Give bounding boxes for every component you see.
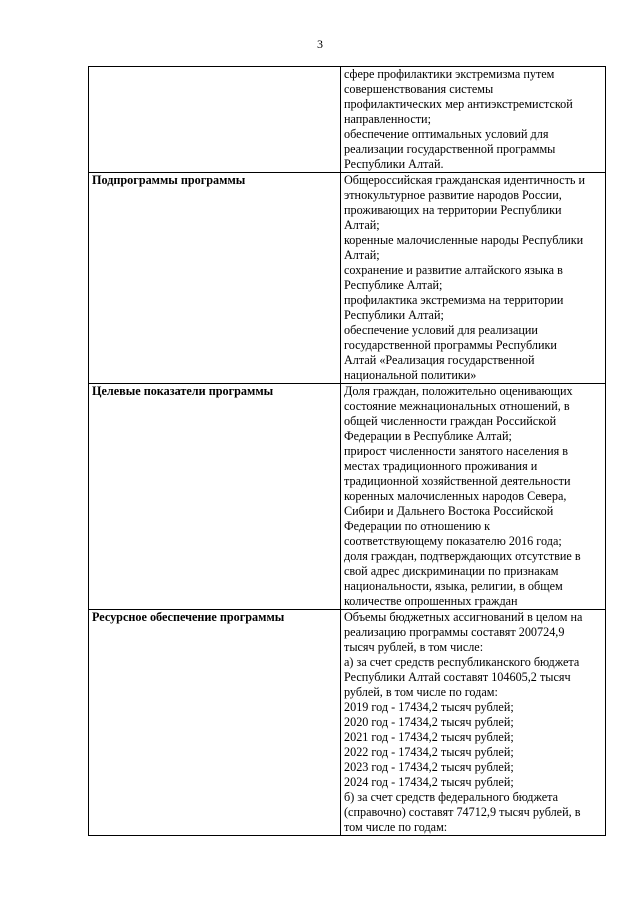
value-line: профилактика экстремизма на территории [344, 293, 564, 307]
value-line: сфере профилактики экстремизма путем [344, 67, 555, 81]
value-line: Республики Алтай составят 104605,2 тысяч [344, 670, 571, 684]
value-line: традиционной хозяйственной деятельности [344, 474, 571, 488]
value-line: реализацию программы составят 200724,9 [344, 625, 565, 639]
value-line: 2020 год - 17434,2 тысяч рублей; [344, 715, 514, 729]
table-row [89, 67, 606, 173]
row-value [341, 67, 606, 173]
value-line: реализации государственной программы [344, 142, 556, 156]
value-line: 2024 год - 17434,2 тысяч рублей; [344, 775, 514, 789]
value-line: б) за счет средств федерального бюджета [344, 790, 559, 804]
value-line: Алтай «Реализация государственной [344, 353, 535, 367]
value-line: коренных малочисленных народов Севера, [344, 489, 567, 503]
value-line: сохранение и развитие алтайского языка в [344, 263, 563, 277]
value-line: Федерации по отношению к [344, 519, 491, 533]
row-value [341, 384, 606, 610]
value-line: Объемы бюджетных ассигнований в целом на [344, 610, 583, 624]
value-line: национальной политики» [344, 368, 477, 382]
row-label: Целевые показатели программы [89, 384, 341, 610]
value-line: Алтай; [344, 248, 380, 262]
value-line: общей численности граждан Российской [344, 414, 557, 428]
value-line: Республики Алтай; [344, 308, 444, 322]
value-line: количестве опрошенных граждан [344, 594, 518, 608]
value-line: доля граждан, подтверждающих отсутствие в [344, 549, 581, 563]
value-line: обеспечение оптимальных условий для [344, 127, 549, 141]
page-number: 3 [317, 37, 323, 51]
value-line: 2021 год - 17434,2 тысяч рублей; [344, 730, 514, 744]
value-line: государственной программы Республики [344, 338, 557, 352]
row-label: Ресурсное обеспечение программы [89, 610, 341, 836]
value-line: а) за счет средств республиканского бюджета [344, 655, 580, 669]
value-line: Алтай; [344, 218, 380, 232]
value-line: проживающих на территории Республики [344, 203, 562, 217]
value-line: 2019 год - 17434,2 тысяч рублей; [344, 700, 514, 714]
value-line: Доля граждан, положительно оценивающих [344, 384, 573, 398]
value-line: этнокультурное развитие народов России, [344, 188, 562, 202]
value-line: направленности; [344, 112, 431, 126]
value-line: профилактических мер антиэкстремистской [344, 97, 573, 111]
value-line: Республике Алтай; [344, 278, 443, 292]
passport-table-body [89, 67, 606, 836]
value-line: обеспечение условий для реализации [344, 323, 538, 337]
value-line: коренные малочисленные народы Республики [344, 233, 584, 247]
value-line: местах традиционного проживания и [344, 459, 538, 473]
value-line: том числе по годам: [344, 820, 448, 834]
table-row [89, 173, 606, 384]
table-row [89, 610, 606, 836]
row-value [341, 173, 606, 384]
value-line: свой адрес дискриминации по признакам [344, 564, 559, 578]
value-line: тысяч рублей, в том числе: [344, 640, 484, 654]
value-line: Республики Алтай. [344, 157, 444, 171]
value-line: национальности, языка, религии, в общем [344, 579, 563, 593]
value-line: Федерации в Республике Алтай; [344, 429, 512, 443]
value-line: прирост численности занятого населения в [344, 444, 568, 458]
row-value [341, 610, 606, 836]
value-line: рублей, в том числе по годам: [344, 685, 498, 699]
row-label: Подпрограммы программы [89, 173, 341, 384]
table-row [89, 384, 606, 610]
value-line: Общероссийская гражданская идентичность и [344, 173, 586, 187]
value-line: (справочно) составят 74712,9 тысяч рублей, в [344, 805, 581, 819]
value-line: 2022 год - 17434,2 тысяч рублей; [344, 745, 514, 759]
value-line: Сибири и Дальнего Востока Российской [344, 504, 554, 518]
program-passport-table [88, 66, 606, 836]
value-line: совершенствования системы [344, 82, 494, 96]
value-line: состояние межнациональных отношений, в [344, 399, 570, 413]
value-line: соответствующему показателю 2016 года; [344, 534, 562, 548]
value-line: 2023 год - 17434,2 тысяч рублей; [344, 760, 514, 774]
row-label [89, 67, 341, 173]
